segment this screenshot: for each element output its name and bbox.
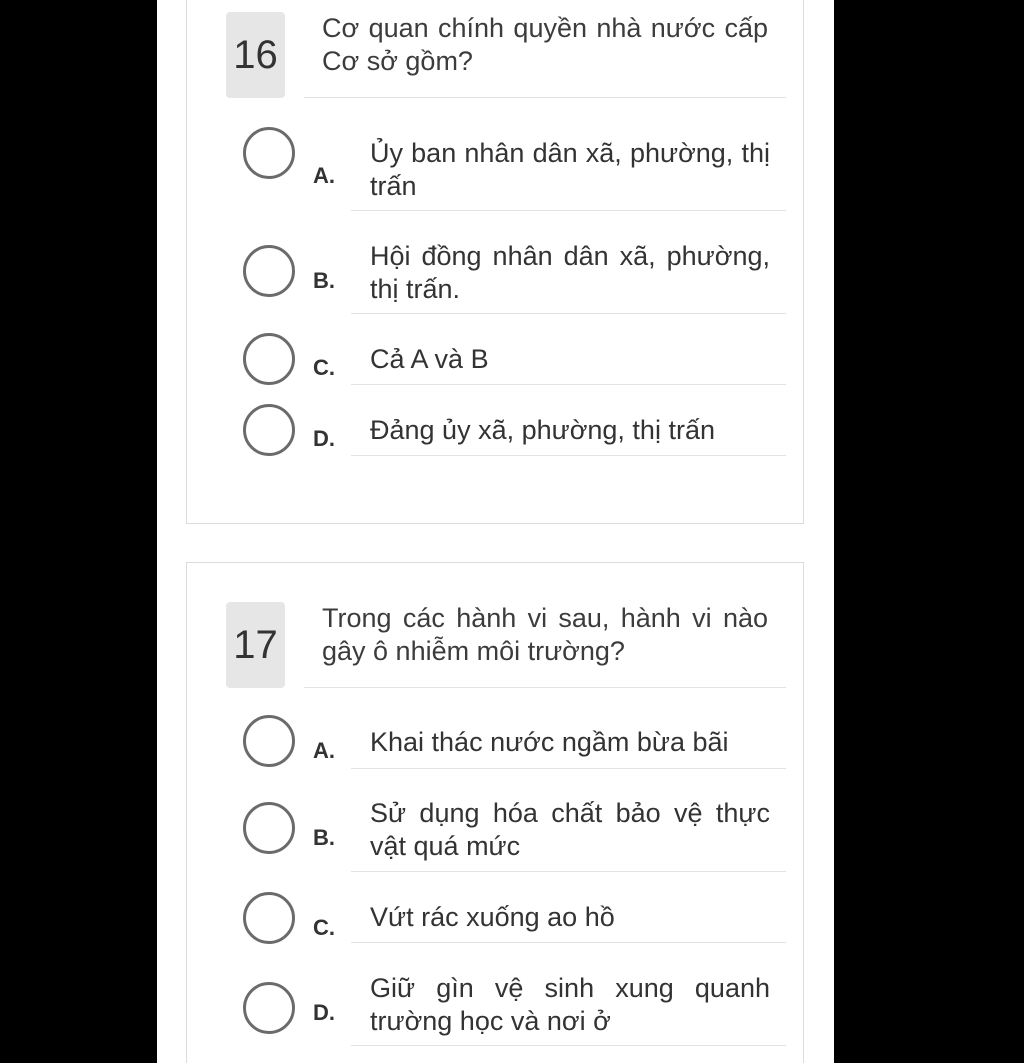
option-d-text[interactable]: Đảng ủy xã, phường, thị trấn	[370, 415, 715, 445]
option-a-radio[interactable]	[243, 127, 295, 179]
option-d-radio[interactable]	[243, 404, 295, 456]
option-c-letter: C.	[313, 355, 335, 380]
option-a-radio[interactable]	[243, 715, 295, 767]
divider	[351, 455, 786, 456]
option-c-text[interactable]: Vứt rác xuống ao hồ	[370, 902, 615, 932]
question-number: 17	[226, 602, 285, 688]
option-d-letter: D.	[313, 426, 335, 451]
divider	[351, 313, 786, 314]
option-a-letter: A.	[313, 738, 335, 763]
divider	[351, 871, 786, 872]
option-c-radio[interactable]	[243, 892, 295, 944]
option-b-letter: B.	[313, 825, 335, 850]
option-d-letter: D.	[313, 1000, 335, 1025]
option-c-letter: C.	[313, 915, 335, 940]
option-b-radio[interactable]	[243, 245, 295, 297]
question-text: Cơ quan chính quyền nhà nước cấp Cơ sở gồm?	[322, 13, 768, 76]
divider	[351, 1045, 786, 1046]
option-b-text[interactable]: Sử dụng hóa chất bảo vệ thực vật quá mức	[370, 798, 770, 861]
question-card-16	[186, 0, 804, 524]
option-a-letter: A.	[313, 163, 335, 188]
option-b-letter: B.	[313, 268, 335, 293]
divider	[304, 97, 786, 98]
divider	[351, 384, 786, 385]
option-b-text[interactable]: Hội đồng nhân dân xã, phường, thị trấn.	[370, 241, 770, 304]
divider	[304, 687, 786, 688]
question-number: 16	[226, 12, 285, 98]
option-d-radio[interactable]	[243, 982, 295, 1034]
divider	[351, 768, 786, 769]
divider	[351, 942, 786, 943]
divider	[351, 210, 786, 211]
quiz-page	[157, 0, 834, 1063]
question-card-17	[186, 562, 804, 1063]
option-a-text[interactable]: Khai thác nước ngầm bừa bãi	[370, 727, 729, 757]
option-d-text[interactable]: Giữ gìn vệ sinh xung quanh trường học và nơi ở	[370, 973, 770, 1036]
option-b-radio[interactable]	[243, 802, 295, 854]
question-text: Trong các hành vi sau, hành vi nào gây ô nhiễm môi trường?	[322, 603, 768, 666]
option-a-text[interactable]: Ủy ban nhân dân xã, phường, thị trấn	[370, 138, 770, 201]
option-c-radio[interactable]	[243, 333, 295, 385]
option-c-text[interactable]: Cả A và B	[370, 344, 489, 374]
